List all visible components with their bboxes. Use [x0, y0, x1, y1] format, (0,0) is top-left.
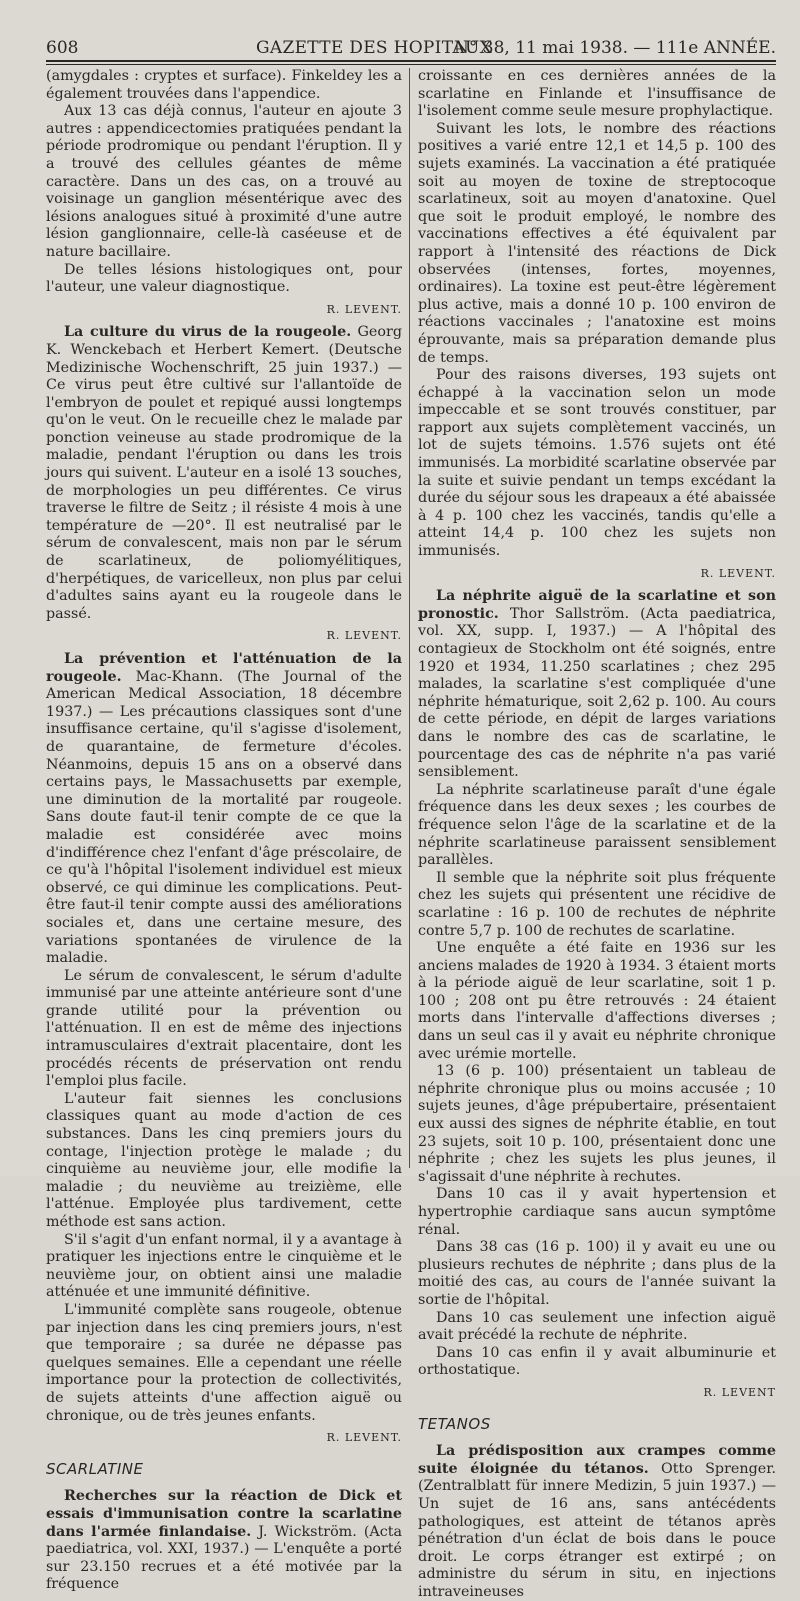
paragraph: Une enquête a été faite en 1936 sur les anciens malades de 1920 à 1934. 3 étaient morts à la période aiguë de leur scarlatine, soit 1 p. 100 ; 208 ont pu être retrouvés : 24 étaient morts dans l'intervalle d'affections diverses ; dans un seul cas il y avait eu néphrite chronique avec urémie mortelle. [418, 940, 776, 1062]
paragraph: Dans 38 cas (16 p. 100) il y avait eu une ou plusieurs rechutes de néphrite ; dans plus de la moitié des cas, au cours de l'année suivant la sortie de l'hôpital. [418, 1239, 776, 1308]
article-reference: J. Wickström. (Acta paediatrica, vol. XXI, 1937.) — [46, 1523, 402, 1558]
author-signature: R. LEVENT. [326, 302, 402, 316]
article-reference: Mac-Khann. (The Journal of the American Medical Association, 18 décembre 1937.) — [46, 668, 402, 720]
column-divider [409, 68, 410, 1168]
article-nephrite [418, 588, 776, 782]
article-tetanos [418, 1443, 776, 1601]
paragraph: La néphrite scarlatineuse paraît d'une égale fréquence dans les deux sexes ; les courbes de fréquence selon l'âge de la scarlatine et de la néphrite scarlatineuse paraissent sensiblement parallèles. [418, 781, 776, 869]
paragraph: (amygdales : cryptes et surface). Finkeldey les a également trouvées dans l'appendice. [46, 68, 402, 102]
header-rule-thin [46, 64, 776, 65]
author-signature: R. LEVENT [703, 1385, 776, 1399]
right-column [418, 68, 776, 1601]
author-signature: R. LEVENT. [326, 1431, 402, 1445]
paragraph: croissante en ces dernières années de la scarlatine en Finlande et l'insuffisance de l'isolement comme seule mesure prophylactique. [418, 68, 776, 120]
article-title: La prévention et l'atténuation de la rougeole. [46, 651, 402, 685]
paragraph: L'auteur fait siennes les conclusions classiques quant au mode d'action de ces substances. Dans les cinq premiers jours du contage, l'injection protège le malade ; du cinquième au neuvième jour, elle modifie la maladie ; du neuvième au treizième, elle l'atténue. Employée plus tardivement, cette méthode est sans action. [46, 1090, 402, 1230]
article-reference: Otto Sprenger. (Zentralblatt für innere Medizin, 5 juin 1937.) — [418, 1460, 777, 1495]
author-signature: R. LEVENT. [700, 566, 776, 580]
paragraph: Dans 10 cas il y avait hypertension et hypertrophie cardiaque sans aucun symptôme rénal. [418, 1186, 776, 1238]
article-culture-virus [46, 324, 402, 623]
paragraph: Le sérum de convalescent, le sérum d'adulte immunisé par une atteinte antérieure sont d'une grande utilité pour la prévention ou l'atténuation. Il en est de même des injections intramusculaires d'extrait placentaire, dont les procédés récents de préservation ont rendu l'emploi plus facile. [46, 967, 402, 1090]
paragraph: S'il s'agit d'un enfant normal, il y a avantage à pratiquer les injections entre le cinquième et le neuvième jour, on obtient ainsi une maladie atténuée et une immunité définitive. [46, 1231, 402, 1301]
article-title: La culture du virus de la rougeole. [64, 324, 352, 341]
paragraph: L'immunité complète sans rougeole, obtenue par injection dans les cinq premiers jours, n'est que temporaire ; sa durée ne dépasse pas quelques semaines. Elle a cependant une réelle importance pour la protection de collectivités, de sujets atteints d'une affection aiguë ou chronique, ou de très jeunes enfants. [46, 1301, 402, 1424]
article-text: A l'hôpital des contagieux de Stockholm ont été soignés, entre 1920 et 1934, 11.250 scarlatines ; chez 295 malades, la scarlatine s'est compliquée d'une néphrite hématurique, soit 2,62 p. 100. Au cours de cette période, en dépit de larges variations dans le nombre des cas de scarlatine, le pourcentage des cas de néphrite n'a pas varié sensiblement. [418, 623, 776, 781]
article-title: La néphrite aiguë de la scarlatine et son pronostic. [418, 588, 776, 622]
article-reference: Georg K. Wenckebach et Herbert Kemert. (Deutsche Medizinische Wochenschrift, 25 juin 1937.) — [46, 324, 402, 376]
issue-info: N° 38, 11 mai 1938. — 111e ANNÉE. [454, 38, 776, 58]
paragraph: Suivant les lots, le nombre des réactions positives a varié entre 12,1 et 14,5 p. 100 des sujets examinés. La vaccination a été pratiquée soit au moyen de toxine de streptocoque scarlatineux, soit au moyen d'anatoxine. Quel que soit le produit employé, le nombre des vaccinations effectives a été équivalent par rapport à l'intensité des réactions de Dick observées (intenses, fortes, moyennes, ordinaires). La toxine est peut-être légèrement plus active, mais a donné 10 p. 100 environ de réactions vaccinales ; l'anatoxine est moins éprouvante, mais sa préparation demande plus de temps. [418, 120, 776, 366]
page-number: 608 [46, 38, 79, 58]
paragraph: De telles lésions histologiques ont, pour l'auteur, une valeur diagnostique. [46, 261, 402, 296]
paragraph: Aux 13 cas déjà connus, l'auteur en ajoute 3 autres : appendicectomies pratiquées pendant la période prodromique ou pendant l'éruption. Il y a trouvé des cellules géantes de même caractère. Dans un des cas, on a trouvé au voisinage un ganglion mésentérique avec des lésions analogues situé à proximité d'une autre lésion ganglionnaire, celle-là caséeuse et de nature bacillaire. [46, 103, 402, 260]
journal-title: GAZETTE DES HOPITAUX [256, 38, 493, 58]
article-text: Un sujet de 16 ans, sans antécédents pathologiques, est atteint de tétanos après pénétration d'un éclat de bois dans le pouce droit. Le corps étranger est extirpé ; on administre du sérum in situ, en injections intraveineuses [418, 1495, 776, 1600]
left-column [46, 68, 402, 1594]
article-text: Ce virus peut être cultivé sur l'allantoïde de l'embryon de poulet et repiqué aussi longtemps qu'on le veut. On le recueille chez le malade par ponction veineuse au stade prodromique de la maladie, pendant l'éruption ou dans les trois jours qui suivent. L'auteur en a isolé 13 souches, de morphologies un peu différentes. Ce virus traverse le filtre de Seitz ; il résiste 4 mois à une température de —20°. Il est neutralisé par le sérum de convalescent, mais non par le sérum de scarlatineux, de poliomyélitiques, d'herpétiques, de varicelleux, non plus par celui d'adultes sains ayant eu la rougeole dans le passé. [46, 377, 402, 622]
article-title: La prédisposition aux crampes comme suite éloignée du tétanos. [418, 1443, 776, 1477]
section-heading-scarlatine: SCARLATINE [46, 1459, 144, 1478]
page-header [46, 34, 776, 62]
article-reference: Thor Sallström. (Acta paediatrica, vol. XX, supp. I, 1937.) — [418, 605, 776, 640]
article-text: L'enquête a porté sur 23.150 recrues et a été motivée par la fréquence [46, 1541, 402, 1593]
paragraph: Dans 10 cas seulement une infection aiguë avait précédé la rechute de néphrite. [418, 1309, 776, 1344]
paragraph: Pour des raisons diverses, 193 sujets ont échappé à la vaccination selon un mode impeccable et se sont trouvés constituer, par rapport aux sujets complètement vaccinés, un lot de sujets témoins. 1.576 sujets ont été immunisés. La morbidité scarlatine observée par la suite et suivie pendant un temps excédant la durée du séjour sous les drapeaux a été abaissée à 4 p. 100 chez les vaccinés, tandis qu'elle a atteint 14,4 p. 100 chez les sujets non immunisés. [418, 367, 776, 560]
paragraph: Il semble que la néphrite soit plus fréquente chez les sujets qui présentent une récidive de scarlatine : 16 p. 100 de rechutes de néphrite contre 5,7 p. 100 de rechutes de scarlatine. [418, 869, 776, 939]
article-text: Les précautions classiques sont d'une insuffisance certaine, qu'il s'agisse d'isolement, de quarantaine, de fermeture d'écoles. Néanmoins, depuis 15 ans on a observé dans certains pays, le Massachusetts par exemple, une diminution de la mortalité par rougeole. Sans doute faut-il tenir compte de ce que la maladie est considérée avec moins d'indifférence chez l'enfant d'âge préscolaire, de ce qu'à l'hôpital l'isolement individuel est mieux observé, ce qui diminue les complications. Peut-être faut-il tenir compte aussi des améliorations sociales et, dans une certaine mesure, des variations spontanées de virulence de la maladie. [46, 703, 402, 967]
section-heading-tetanos: TETANOS [418, 1414, 491, 1433]
paragraph: Dans 10 cas enfin il y avait albuminurie et orthostatique. [418, 1344, 776, 1379]
header-rule [46, 60, 776, 62]
paragraph: 13 (6 p. 100) présentaient un tableau de néphrite chronique plus ou moins accusée ; 10 sujets jeunes, d'âge prépubertaire, présentaient eux aussi des signes de néphrite établie, en tout 23 sujets, soit 10 p. 100, présentaient donc une néphrite ; chez les sujets les plus jeunes, il s'agissait d'une néphrite à rechutes. [418, 1063, 776, 1185]
article-prevention-rougeole [46, 651, 402, 968]
article-dick-reaction [46, 1488, 402, 1594]
article-title: Recherches sur la réaction de Dick et essais d'immunisation contre la scarlatine dans l'armée finlandaise. [46, 1488, 402, 1540]
author-signature: R. LEVENT. [326, 629, 402, 643]
